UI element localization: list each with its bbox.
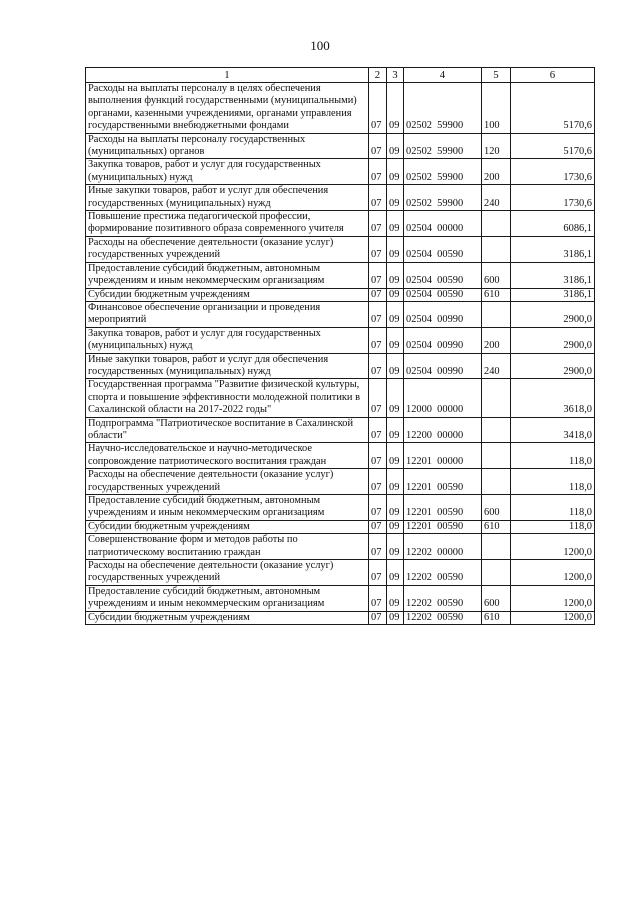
section-code: 07 [369, 353, 387, 379]
amount: 3418,0 [511, 417, 595, 443]
subsection-code: 09 [387, 443, 404, 469]
subsection-code: 09 [387, 327, 404, 353]
section-code: 07 [369, 288, 387, 301]
table-row [86, 611, 595, 624]
row-description: Субсидии бюджетным учреждениям [86, 520, 369, 533]
target-article-code: 12000 00000 [404, 379, 482, 417]
row-description: Расходы на обеспечение деятельности (оказание услуг) государственных учреждений [86, 236, 369, 262]
amount: 1730,6 [511, 185, 595, 211]
amount: 1200,0 [511, 585, 595, 611]
row-description: Расходы на выплаты персоналу государственных (муниципальных) органов [86, 133, 369, 159]
subsection-code: 09 [387, 159, 404, 185]
section-code: 07 [369, 611, 387, 624]
target-article-code: 02502 59900 [404, 133, 482, 159]
amount: 1200,0 [511, 611, 595, 624]
row-description: Совершенствование форм и методов работы по патриотическому воспитанию граждан [86, 534, 369, 560]
row-description: Закупка товаров, работ и услуг для государственных (муниципальных) нужд [86, 159, 369, 185]
target-article-code: 12202 00590 [404, 585, 482, 611]
table-row [86, 353, 595, 379]
amount: 1200,0 [511, 560, 595, 586]
amount: 3186,1 [511, 288, 595, 301]
target-article-code: 02504 00000 [404, 211, 482, 237]
page-number: 100 [310, 38, 330, 53]
amount: 118,0 [511, 469, 595, 495]
table-row [86, 133, 595, 159]
expense-type-code [482, 443, 511, 469]
target-article-code: 02504 00990 [404, 327, 482, 353]
target-article-code: 12202 00000 [404, 534, 482, 560]
expense-type-code [482, 379, 511, 417]
section-code: 07 [369, 159, 387, 185]
section-code: 07 [369, 379, 387, 417]
table-header-row [86, 68, 595, 83]
subsection-code: 09 [387, 185, 404, 211]
target-article-code: 02504 00990 [404, 301, 482, 327]
amount: 3186,1 [511, 262, 595, 288]
section-code: 07 [369, 495, 387, 521]
expense-type-code: 100 [482, 83, 511, 134]
amount: 3186,1 [511, 236, 595, 262]
amount: 118,0 [511, 520, 595, 533]
table-row [86, 159, 595, 185]
expense-type-code [482, 301, 511, 327]
subsection-code: 09 [387, 417, 404, 443]
section-code: 07 [369, 185, 387, 211]
target-article-code: 12202 00590 [404, 560, 482, 586]
amount: 6086,1 [511, 211, 595, 237]
amount: 5170,6 [511, 83, 595, 134]
row-description: Расходы на выплаты персоналу в целях обеспечения выполнения функций государственными (муниципальными) органами, казенными учреждениями, органами управления государственными внебюджетными фондами [86, 83, 369, 134]
target-article-code: 12201 00000 [404, 443, 482, 469]
table-row [86, 585, 595, 611]
expense-type-code: 120 [482, 133, 511, 159]
amount: 1730,6 [511, 159, 595, 185]
table-row [86, 443, 595, 469]
table-row [86, 417, 595, 443]
section-code: 07 [369, 469, 387, 495]
row-description: Субсидии бюджетным учреждениям [86, 288, 369, 301]
section-code: 07 [369, 211, 387, 237]
table-row [86, 520, 595, 533]
expense-type-code [482, 211, 511, 237]
expense-type-code: 600 [482, 585, 511, 611]
subsection-code: 09 [387, 262, 404, 288]
header-col-5: 5 [482, 68, 511, 83]
subsection-code: 09 [387, 534, 404, 560]
section-code: 07 [369, 83, 387, 134]
amount: 5170,6 [511, 133, 595, 159]
target-article-code: 02504 00990 [404, 353, 482, 379]
table-row [86, 301, 595, 327]
subsection-code: 09 [387, 211, 404, 237]
subsection-code: 09 [387, 520, 404, 533]
expense-type-code: 610 [482, 520, 511, 533]
subsection-code: 09 [387, 495, 404, 521]
header-col-6: 6 [511, 68, 595, 83]
target-article-code: 12201 00590 [404, 495, 482, 521]
expense-type-code [482, 236, 511, 262]
section-code: 07 [369, 585, 387, 611]
subsection-code: 09 [387, 83, 404, 134]
target-article-code: 12201 00590 [404, 520, 482, 533]
amount: 2900,0 [511, 327, 595, 353]
subsection-code: 09 [387, 301, 404, 327]
subsection-code: 09 [387, 288, 404, 301]
target-article-code: 12201 00590 [404, 469, 482, 495]
row-description: Расходы на обеспечение деятельности (оказание услуг) государственных учреждений [86, 469, 369, 495]
table-row [86, 288, 595, 301]
amount: 118,0 [511, 443, 595, 469]
subsection-code: 09 [387, 133, 404, 159]
expense-type-code: 610 [482, 611, 511, 624]
section-code: 07 [369, 327, 387, 353]
section-code: 07 [369, 236, 387, 262]
table-row [86, 327, 595, 353]
subsection-code: 09 [387, 611, 404, 624]
expense-type-code: 600 [482, 262, 511, 288]
amount: 3618,0 [511, 379, 595, 417]
target-article-code: 02502 59900 [404, 83, 482, 134]
table-row [86, 560, 595, 586]
table-row [86, 236, 595, 262]
amount: 2900,0 [511, 353, 595, 379]
target-article-code: 02504 00590 [404, 236, 482, 262]
table-row [86, 379, 595, 417]
expense-type-code [482, 469, 511, 495]
section-code: 07 [369, 520, 387, 533]
row-description: Иные закупки товаров, работ и услуг для обеспечения государственных (муниципальных) нужд [86, 185, 369, 211]
table-body [86, 83, 595, 625]
section-code: 07 [369, 443, 387, 469]
expense-type-code: 240 [482, 185, 511, 211]
section-code: 07 [369, 417, 387, 443]
expense-type-code: 240 [482, 353, 511, 379]
budget-table [85, 67, 595, 625]
row-description: Расходы на обеспечение деятельности (оказание услуг) государственных учреждений [86, 560, 369, 586]
amount: 2900,0 [511, 301, 595, 327]
expense-type-code [482, 560, 511, 586]
header-col-4: 4 [404, 68, 482, 83]
header-col-2: 2 [369, 68, 387, 83]
table-row [86, 211, 595, 237]
amount: 1200,0 [511, 534, 595, 560]
subsection-code: 09 [387, 379, 404, 417]
table-row [86, 262, 595, 288]
row-description: Научно-исследовательское и научно-методическое сопровождение патриотического воспитания граждан [86, 443, 369, 469]
section-code: 07 [369, 301, 387, 327]
table-row [86, 83, 595, 134]
expense-type-code: 200 [482, 327, 511, 353]
subsection-code: 09 [387, 585, 404, 611]
header-col-1: 1 [86, 68, 369, 83]
target-article-code: 12202 00590 [404, 611, 482, 624]
table-row [86, 469, 595, 495]
subsection-code: 09 [387, 236, 404, 262]
row-description: Иные закупки товаров, работ и услуг для обеспечения государственных (муниципальных) нужд [86, 353, 369, 379]
table-row [86, 185, 595, 211]
target-article-code: 02502 59900 [404, 159, 482, 185]
target-article-code: 02504 00590 [404, 288, 482, 301]
header-col-3: 3 [387, 68, 404, 83]
row-description: Предоставление субсидий бюджетным, автономным учреждениям и иным некоммерческим организациям [86, 262, 369, 288]
amount: 118,0 [511, 495, 595, 521]
subsection-code: 09 [387, 469, 404, 495]
table-row [86, 495, 595, 521]
row-description: Субсидии бюджетным учреждениям [86, 611, 369, 624]
expense-type-code: 610 [482, 288, 511, 301]
subsection-code: 09 [387, 353, 404, 379]
section-code: 07 [369, 133, 387, 159]
table-row [86, 534, 595, 560]
target-article-code: 02502 59900 [404, 185, 482, 211]
row-description: Предоставление субсидий бюджетным, автономным учреждениям и иным некоммерческим организациям [86, 585, 369, 611]
row-description: Подпрограмма "Патриотическое воспитание в Сахалинской области" [86, 417, 369, 443]
expense-type-code [482, 534, 511, 560]
subsection-code: 09 [387, 560, 404, 586]
row-description: Государственная программа "Развитие физической культуры, спорта и повышение эффективности молодежной политики в Сахалинской области на 2017-2022 годы" [86, 379, 369, 417]
section-code: 07 [369, 262, 387, 288]
expense-type-code: 600 [482, 495, 511, 521]
row-description: Закупка товаров, работ и услуг для государственных (муниципальных) нужд [86, 327, 369, 353]
expense-type-code [482, 417, 511, 443]
section-code: 07 [369, 560, 387, 586]
section-code: 07 [369, 534, 387, 560]
target-article-code: 02504 00590 [404, 262, 482, 288]
expense-type-code: 200 [482, 159, 511, 185]
row-description: Предоставление субсидий бюджетным, автономным учреждениям и иным некоммерческим организациям [86, 495, 369, 521]
row-description: Финансовое обеспечение организации и проведения мероприятий [86, 301, 369, 327]
target-article-code: 12200 00000 [404, 417, 482, 443]
row-description: Повышение престижа педагогической профессии, формирование позитивного образа современного учителя [86, 211, 369, 237]
